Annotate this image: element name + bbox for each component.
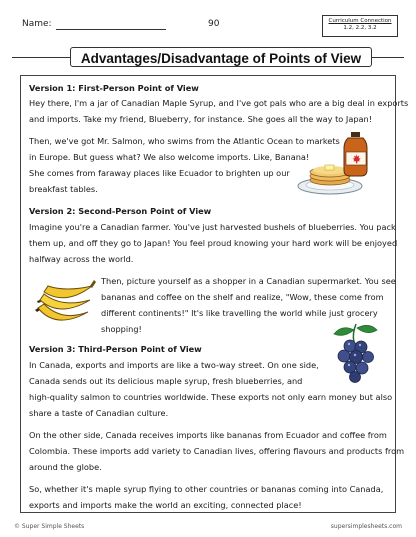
version1-line: and imports. Take my friend, Blueberry, for instance. She goes all the way to Japan! [29,114,373,124]
page-number: 90 [208,19,220,29]
version3-line: In Canada, exports and imports are like a two-way street. On one side, [29,360,319,370]
version2-line: Imagine you're a Canadian farmer. You've just harvested bushels of blueberries. You pack [29,222,396,232]
page-title: Advantages/Disadvantage of Points of View [80,51,362,66]
footer-website: supersimplesheets.com [330,523,402,530]
name-input-line[interactable] [56,29,166,30]
version2-line: halfway across the world. [29,254,134,264]
version3-line: exports and imports make the world an exciting, connected place! [29,500,302,510]
curriculum-codes: 1.2, 2.2, 3.2 [343,25,377,31]
version1-line: Then, we've got Mr. Salmon, who swims from the Atlantic Ocean to markets [29,136,340,146]
version1-line: Hey there, I'm a jar of Canadian Maple Syrup, and I've got pals who are a big deal in exports [29,98,409,108]
bananas-illustration [32,274,96,330]
footer-copyright: © Super Simple Sheets [14,523,85,530]
blueberries-illustration [328,322,382,384]
title-band [12,47,404,67]
version1-heading: Version 1: First-Person Point of View [29,83,199,93]
version2-line: bananas and coffee on the shelf and realize, "Wow, these come from [101,292,384,302]
version2-line: Then, picture yourself as a shopper in a Canadian supermarket. You see [101,276,396,286]
curriculum-connection-box [322,15,398,37]
name-label: Name: [22,19,52,29]
version3-line: high-quality salmon to countries worldwide. These exports not only earn money but also [29,392,393,402]
version3-line: On the other side, Canada receives imports like bananas from Ecuador and coffee from [29,430,387,440]
pancakes-and-syrup-illustration [296,128,378,198]
version2-heading: Version 2: Second-Person Point of View [29,206,212,216]
curriculum-connection-title: Curriculum Connection [328,18,392,24]
worksheet-header [12,12,404,40]
version3-line: share a taste of Canadian culture. [29,408,169,418]
version3-line: So, whether it's maple syrup flying to other countries or bananas coming into Canada, [29,484,384,494]
version1-line: She comes from faraway places like Ecuador to brighten up our [29,168,290,178]
version2-line: different continents!" It's like travelling the world while just grocery [101,308,378,318]
title-box [70,47,372,67]
version3-line: Canada sends out its delicious maple syrup, fresh blueberries, and [29,376,303,386]
version3-line: Colombia. These imports add variety to Canadian lives, offering flavours and products from [29,446,405,456]
version2-line: them up, and off they go to Japan! You feel proud knowing your hard work will be enjoyed [29,238,398,248]
version1-line: breakfast tables. [29,184,98,194]
version3-line: around the globe. [29,462,102,472]
version2-line: shopping! [101,324,142,334]
version3-heading: Version 3: Third-Person Point of View [29,344,202,354]
version1-line: in Europe. But guess what? We also welcome imports. Like, Banana! [29,152,310,162]
